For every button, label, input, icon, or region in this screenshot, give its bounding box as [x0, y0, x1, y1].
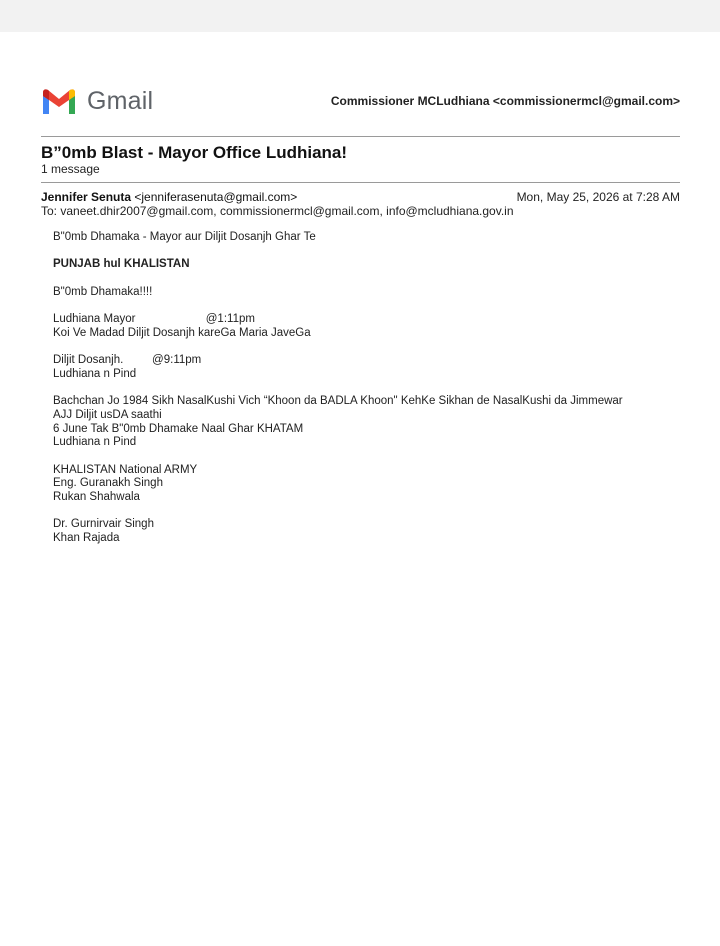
body-line: Khan Rajada — [53, 532, 120, 545]
sender-email: <jenniferasenuta@gmail.com> — [134, 190, 298, 204]
body-line: Ludhiana n Pind — [53, 436, 137, 449]
body-line: KHALISTAN National ARMY — [53, 463, 198, 476]
body-line: Koi Ve Madad Diljit Dosanjh kareGa Maria JaveGa — [53, 326, 311, 339]
body-line: AJJ Diljit usDA saathi — [53, 408, 162, 421]
body-line — [53, 505, 673, 519]
gmail-wordmark: Gmail — [87, 86, 154, 115]
gmail-m-icon — [41, 87, 77, 115]
divider — [41, 136, 680, 137]
body-line: 6 June Tak B"0mb Dhamake Naal Ghar KHATAM — [53, 422, 304, 435]
body-line: B"0mb Dhamaka!!!! — [53, 285, 153, 298]
body-line: Ludhiana n Pind — [53, 367, 137, 380]
body-line — [53, 299, 673, 313]
body-line: Diljit Dosanjh. @9:11pm — [53, 354, 202, 367]
gmail-logo — [41, 86, 153, 116]
sender-row — [41, 190, 680, 204]
recipients-row: To: vaneet.dhir2007@gmail.com, commissionermcl@gmail.com, info@mcludhiana.gov.in — [41, 204, 514, 218]
body-line — [53, 245, 673, 259]
account-label: Commissioner MCLudhiana <commissionermcl@gmail.com> — [330, 94, 680, 108]
body-line: Dr. Gurnirvair Singh — [53, 518, 154, 531]
body-line — [53, 382, 673, 396]
body-line: Eng. Guranakh Singh — [53, 477, 163, 490]
sender-name: Jennifer Senuta — [41, 190, 132, 204]
body-line — [53, 272, 673, 286]
message-body — [53, 231, 673, 546]
print-header — [41, 86, 680, 116]
body-line — [53, 341, 673, 355]
body-line: Bachchan Jo 1984 Sikh NasalKushi Vich “Khoon da BADLA Khoon" KehKe Sikhan de NasalKushi da Jimmewar — [53, 395, 623, 408]
top-bar — [0, 0, 720, 32]
body-line: PUNJAB hul KHALISTAN — [53, 258, 190, 271]
divider — [41, 182, 680, 183]
body-line — [53, 450, 673, 464]
thread-subject: B”0mb Blast - Mayor Office Ludhiana! — [41, 143, 348, 162]
body-line: B"0mb Dhamaka - Mayor aur Diljit Dosanjh Ghar Te — [53, 231, 316, 243]
message-date: Mon, May 25, 2026 at 7:28 AM — [516, 190, 680, 204]
body-line: Rukan Shahwala — [53, 491, 140, 504]
body-line: Ludhiana Mayor @1:11pm — [53, 313, 255, 326]
message-count: 1 message — [41, 162, 100, 176]
